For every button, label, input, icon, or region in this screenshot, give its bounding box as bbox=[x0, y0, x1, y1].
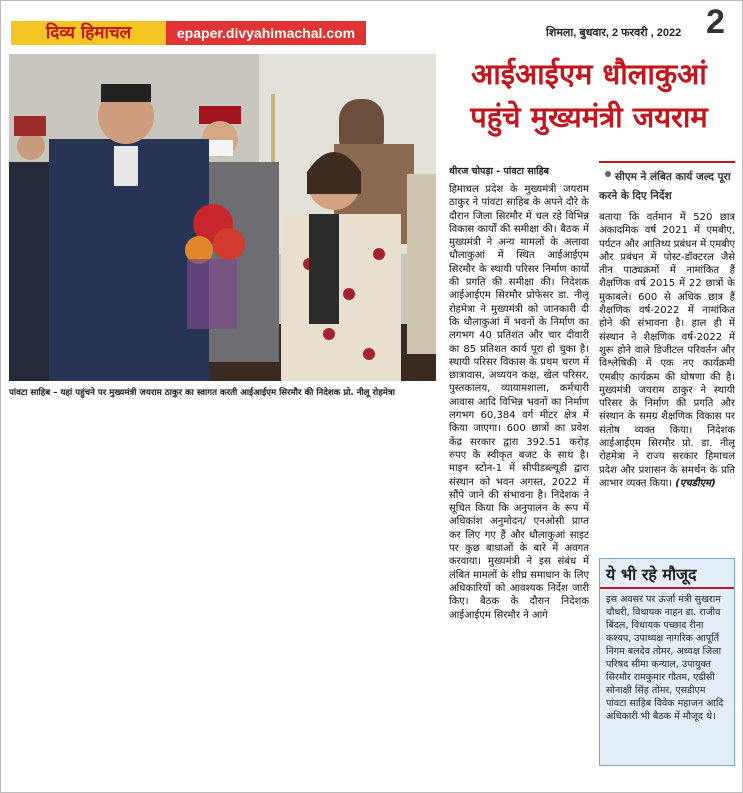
also-present-box bbox=[599, 558, 735, 766]
article-column-2 bbox=[599, 211, 735, 554]
highlight-text: सीएम ने लंबित कार्य जल्द पूरा करने के दिए निर्देश bbox=[599, 171, 731, 202]
byline: धीरज चोपड़ा - पांवटा साहिब bbox=[449, 166, 550, 177]
photo-caption: पांवटा साहिब – यहां पहुंचने पर मुख्यमंत्री जयराम ठाकुर का स्वागत करती आईआईएम सिरमौर की निदेशक प्रो. नीलू रोहमेत्रा bbox=[9, 388, 395, 398]
epaper-url-link[interactable]: epaper.divyahimachal.com bbox=[166, 21, 366, 45]
headline bbox=[441, 53, 737, 139]
news-photo bbox=[9, 54, 436, 381]
also-present-title: ये भी रहे मौजूद bbox=[600, 559, 734, 589]
page-number: 2 bbox=[706, 3, 725, 41]
dateline: शिमला, बुधवार, 2 फरवरी , 2022 bbox=[546, 27, 682, 39]
article-column-1: हिमाचल प्रदेश के मुख्यमंत्री जयराम ठाकुर ने पांवटा साहिब के अपने दौरे के दौरान जिला सिरमौर में चल रहे विभिन्न विकास कार्यों की समीक्षा की। बैठक में मुख्यमंत्री ने अन्य मामलों के अलावा धौलाकुआं में स्थित आईआईएम सिरमौर के स्थायी परिसर निर्माण कार्यों की प्रगति की समीक्षा की। निदेशक आईआईएम सिरमौर प्रोफेसर डा. नीलू रोहमेत्रा ने मुख्यमंत्री को जानकारी दी कि धौलाकुआं में भवनों के निर्माण का लगभग 40 प्रतिशत और चार दीवारी का 85 प्रतिशत कार्य पूरा हो चुका है। स्थायी परिसर विकास के प्रथम चरण में छात्रावास, अध्ययन कक्ष, खेल परिसर, पुस्तकालय, व्यायामशाला, कर्मचारी आवास आदि विभिन्न भवनों का निर्माण लगभग 60,384 वर्ग मीटर क्षेत्र में किया जाएगा। 600 छात्रों का प्रवेश केंद्र सरकार द्वारा 392.51 करोड़ रुपए के स्वीकृत बजट के साथ है। माइन स्टोन-1 में सीपीडब्ल्यूडी द्वारा संस्थान को भवन अगस्त, 2022 में सौंपे जाने की संभावना है। निदेशक ने सूचित किया कि अनुपालन के रूप में अधिकांश अनुमोदन/ एनओसी प्राप्त कर लिए गए हैं और धौलाकुआं साइट पर कुछ बाधाओं के बारे में अवगत करवाया। मुख्यमंत्री ने इस संबंध में लंबित मामलों के शीघ्र समाधान के लिए अधिकारियों को आवश्यक निर्देश जारी किए। बैठक के दौरान निदेशक आईआईएम सिरमौर ने आगे bbox=[449, 184, 589, 621]
bullet-icon bbox=[605, 171, 611, 177]
also-present-text: इस अवसर पर ऊर्जा मंत्री सुखराम चौधरी, विधायक नाहन डा. राजीव बिंदल, विधायक पच्छाद रीना कश्यप, उपाध्यक्ष नागरिक आपूर्ति निगम बलदेव तोमर, अध्यक्ष जिला परिषद सीमा कन्याल, उपायुक्त सिरमौर रामकुमार गौतम, एडीसी सोनाक्षी सिंह तोमर, एसडीएम पांवटा साहिब विवेक महाजन आदि अधिकारी भी बैठक में मौजूद थे। bbox=[606, 594, 724, 722]
headline-line-1: आईआईएम धौलाकुआं bbox=[471, 57, 707, 91]
highlight-box bbox=[599, 161, 735, 203]
headline-line-2: पहुंचे मुख्यमंत्री जयराम bbox=[470, 100, 708, 134]
article-credit: (एचडीएम) bbox=[675, 477, 716, 489]
article-column-2-text: बताया कि वर्तमान में 520 छात्र अकादमिक वर्ष 2021 में एमबीए, पर्यटन और आतिथ्य प्रबंधन में एमबीए और प्रबंधन में पोस्ट-डॉक्टरल जैसे तीन पाठ्यक्रमों में नामांकित हैं शैक्षणिक वर्ष 2015 में 22 छात्रों के मुकाबले। 600 से अधिक छात्र हैं शैक्षणिक वर्ष-2022 में नामांकित होने की संभावना है। हाल ही में संस्थान ने शैक्षणिक वर्ष-2022 में शुरू होने वाले डिजीटल परिवर्तन और विश्लेषिकी में एक नए कार्यक्रमी एमबीए कार्यक्रम की घोषणा की है। मुख्यमंत्री जयराम ठाकुर ने स्थायी परिसर के निर्माण की प्रगति और संस्थान के समग्र शैक्षणिक विकास पर संतोष व्यक्त किया। निदेशक आईआईएम सिरमौर प्रो. डा. नीलू रोहमेत्रा ने राज्य सरकार हिमाचल प्रदेश और प्रशासन के समर्थन के प्रति आभार व्यक्त किया। bbox=[599, 212, 735, 489]
masthead-logo: दिव्य हिमाचल bbox=[11, 21, 166, 45]
news-photo-illustration bbox=[9, 54, 436, 381]
